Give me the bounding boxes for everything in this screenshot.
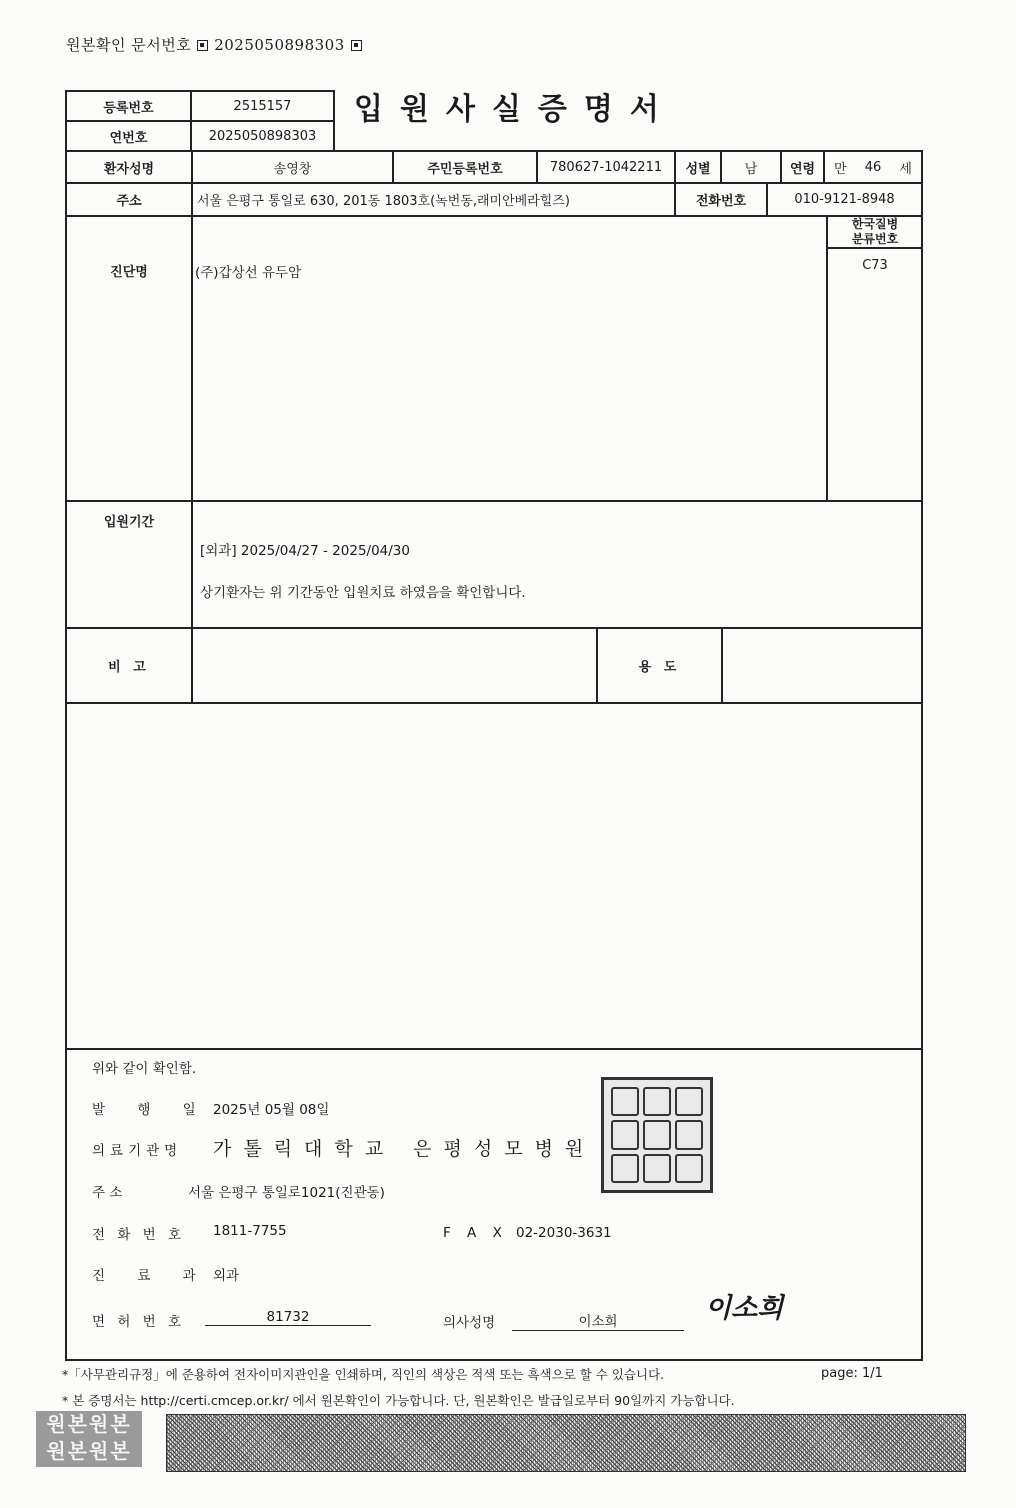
page-title: 입원사실증명서 xyxy=(354,92,676,127)
resident-no: 780627-1042211 xyxy=(549,159,663,175)
age: 46 xyxy=(864,159,882,175)
period: [외과] 2025/04/27 - 2025/04/30 xyxy=(200,543,410,559)
kcd-label-2: 분류번호 xyxy=(851,231,899,246)
diagnosis-label: 진단명 xyxy=(110,264,148,280)
serial-label: 연번호 xyxy=(109,130,148,146)
serial: 2025050898303 xyxy=(208,128,317,144)
diagnosis: (주)갑상선 유두암 xyxy=(195,265,302,281)
reg-no: 2515157 xyxy=(233,98,292,114)
doctor-signature: 이소희 xyxy=(705,1293,784,1324)
address-label-footer: 주 소 xyxy=(92,1185,123,1201)
sex-label: 성별 xyxy=(685,161,711,177)
license-number: 81732 xyxy=(205,1309,371,1326)
patient-name-label: 환자성명 xyxy=(103,161,155,177)
fax-label: F A X xyxy=(443,1225,508,1241)
resident-no-label: 주민등록번호 xyxy=(427,161,503,177)
reg-no-label: 등록번호 xyxy=(103,100,154,116)
main-table xyxy=(65,150,923,704)
remarks-value xyxy=(193,629,596,702)
phone-label-footer: 전 화 번 호 xyxy=(92,1227,186,1243)
period-label: 입원기간 xyxy=(103,514,155,530)
age-prefix: 만 xyxy=(834,161,847,177)
address: 서울 은평구 통일로 630, 201동 1803호(녹번동,래미안베라힐즈) xyxy=(197,194,570,209)
address-label: 주소 xyxy=(116,194,142,209)
institution: 가톨릭대학교 은평성모병원 xyxy=(213,1138,596,1160)
period-statement: 상기환자는 위 기간동안 입원치료 하였음을 확인합니다. xyxy=(200,585,526,601)
square-icon xyxy=(351,40,362,51)
institution-label: 의료기관명 xyxy=(92,1143,183,1159)
issue-label: 발 행 일 xyxy=(92,1102,210,1118)
confirm-text: 위와 같이 확인함. xyxy=(92,1061,197,1077)
dept: 외과 xyxy=(213,1268,240,1284)
remarks-label: 비 고 xyxy=(108,660,150,675)
phone-label: 전화번호 xyxy=(695,194,747,209)
doctor-label: 의사성명 xyxy=(443,1315,496,1331)
official-seal xyxy=(601,1077,713,1193)
page-indicator: page: 1/1 xyxy=(821,1366,883,1381)
issue-date: 2025년 05월 08일 xyxy=(213,1102,330,1118)
phone: 010-9121-8948 xyxy=(794,192,895,207)
original-watermark-stamp: 원본원본 원본원본 xyxy=(36,1411,142,1467)
institution-phone: 1811-7755 xyxy=(213,1223,287,1239)
lower-frame xyxy=(65,702,923,1361)
license-label: 면 허 번 호 xyxy=(92,1314,186,1330)
sex: 남 xyxy=(744,161,758,177)
age-cell xyxy=(825,152,921,182)
square-icon xyxy=(197,40,208,51)
institution-address: 서울 은평구 통일로1021(진관동) xyxy=(188,1185,385,1201)
kcd-code: C73 xyxy=(862,257,888,273)
kcd-label-1: 한국질병 xyxy=(851,216,899,231)
age-label: 연령 xyxy=(789,161,816,177)
dept-label: 진 료 과 xyxy=(92,1268,210,1284)
doctor-name: 이소희 xyxy=(512,1310,684,1331)
note-verification: * 본 증명서는 http://certi.cmcep.or.kr/ 에서 원본확인이 가능합니다. 단, 원본확인은 발급일로부터 90일까지 가능합니다. xyxy=(62,1393,735,1408)
purpose-label: 용 도 xyxy=(638,660,681,675)
age-suffix: 세 xyxy=(899,161,912,177)
patient-name: 송영창 xyxy=(273,161,312,177)
verification-barcode xyxy=(166,1414,966,1472)
doc-number-label: 원본확인 문서번호 xyxy=(66,36,192,54)
doc-number-line xyxy=(66,34,368,55)
note-print-rule: *「사무관리규정」에 준용하여 전자이미지관인을 인쇄하며, 직인의 색상은 적색 또는 흑색으로 할 수 있습니다. xyxy=(62,1367,665,1382)
institution-fax: 02-2030-3631 xyxy=(516,1225,612,1241)
purpose-value xyxy=(723,629,921,702)
doc-number: 2025050898303 xyxy=(214,36,345,54)
